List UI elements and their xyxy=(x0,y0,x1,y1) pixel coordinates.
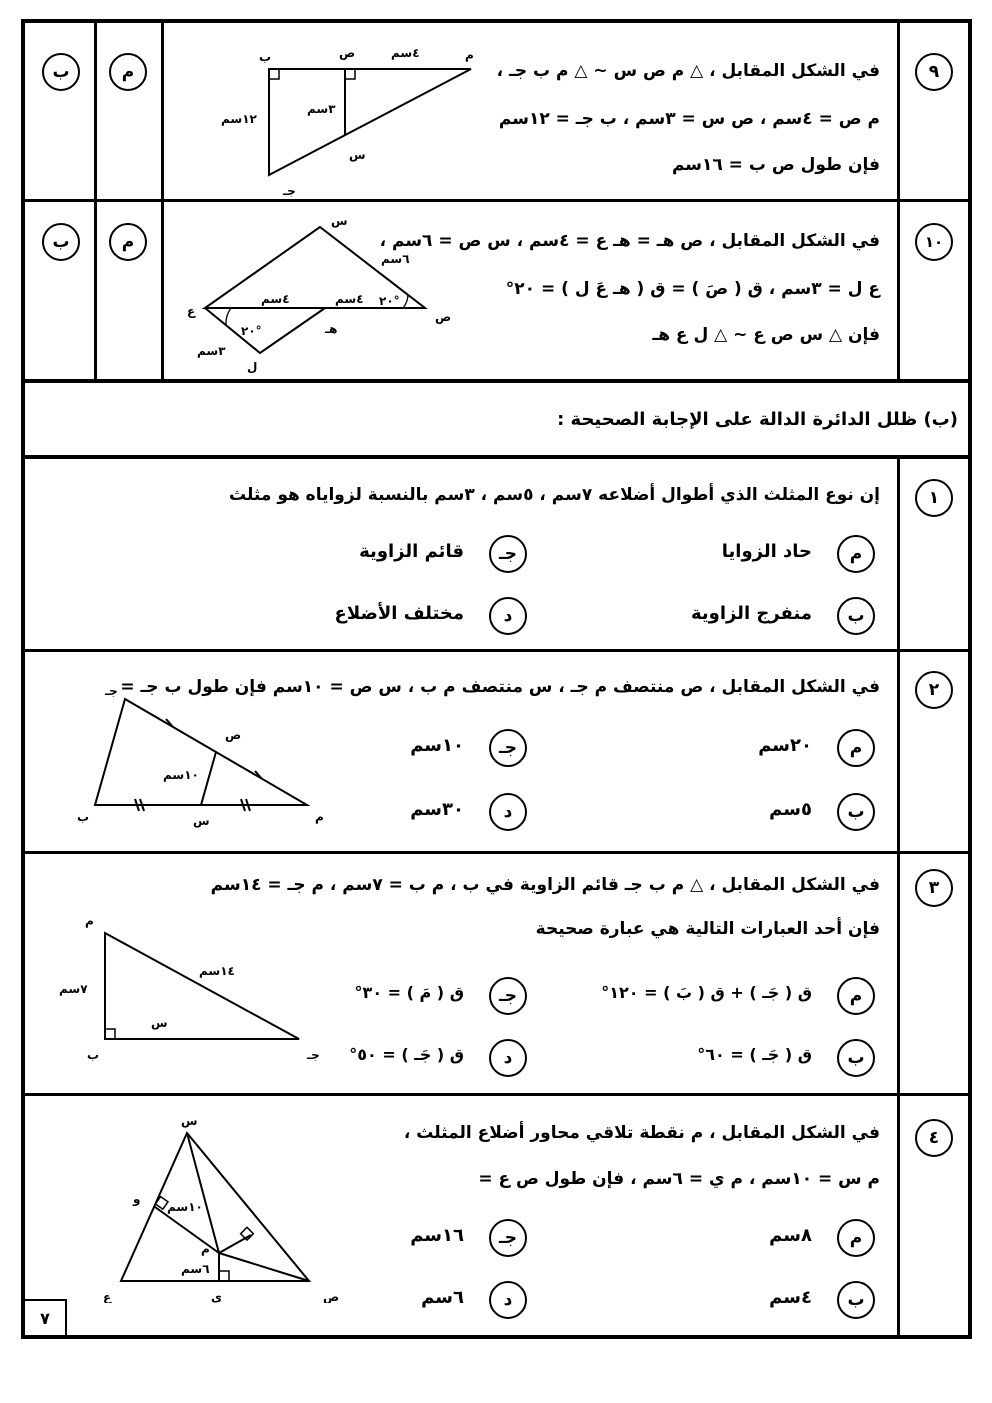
label-p: ص xyxy=(323,1290,340,1303)
option-c-circle[interactable]: جـ xyxy=(489,977,527,1015)
length-eh: ٤سم xyxy=(261,292,290,306)
question-text: فإن طول ص ب = ١٦سم xyxy=(671,155,880,175)
option-b-text: منفرج الزاوية xyxy=(690,603,812,624)
length-hp: ٤سم xyxy=(335,292,364,306)
figure-midpoint-triangle xyxy=(65,675,325,835)
option-c-text: ١٠سم xyxy=(410,735,464,756)
label-y: ي xyxy=(211,1290,222,1303)
option-b-circle[interactable]: ب xyxy=(837,1039,875,1077)
page-frame xyxy=(21,19,972,1339)
false-answer-circle[interactable]: ب xyxy=(42,223,80,261)
true-answer-circle[interactable]: ﻡ xyxy=(109,53,147,91)
length-aj: ١٤سم xyxy=(199,964,235,978)
answer-column-divider xyxy=(161,23,164,379)
row-divider xyxy=(25,851,968,854)
option-a-circle[interactable]: ﻡ xyxy=(837,729,875,767)
row-divider xyxy=(25,379,968,383)
length-sx: ٣سم xyxy=(307,102,336,116)
question-text: في الشكل المقابل ، △ ﻡ ص س ~ △ ﻡ ب جـ ، xyxy=(496,61,880,81)
label-x: س xyxy=(193,814,210,828)
option-d-circle[interactable]: د xyxy=(489,1281,527,1319)
question-number: ٩ xyxy=(915,53,953,91)
label-b: ب xyxy=(87,1048,100,1062)
page-number: ٧ xyxy=(25,1299,67,1335)
option-d-text: مختلف الأضلاع xyxy=(334,603,464,624)
option-a-circle[interactable]: ﻡ xyxy=(837,977,875,1015)
label-b: ب xyxy=(259,50,272,64)
question-text: في الشكل المقابل ، م نقطة تلاقي محاور أضلاع المثلث ، xyxy=(403,1123,880,1143)
label-x: س xyxy=(349,148,366,162)
question-number: ١٠ xyxy=(915,223,953,261)
number-column-divider xyxy=(897,459,900,1339)
question-text: فإن △ س ص ع ~ △ ل ع هـ xyxy=(652,325,880,345)
question-number: ٢ xyxy=(915,671,953,709)
label-s: ص xyxy=(339,46,356,60)
length-bj: ١٢سم xyxy=(221,112,257,126)
label-l: ل xyxy=(247,360,258,374)
option-d-circle[interactable]: د xyxy=(489,793,527,831)
option-a-text: حاد الزوايا xyxy=(721,541,812,562)
length-sp: ٦سم xyxy=(381,252,410,266)
option-b-text: ٥سم xyxy=(769,799,812,820)
number-column-divider xyxy=(897,23,900,379)
label-e: ع xyxy=(187,304,196,318)
false-answer-circle[interactable]: ب xyxy=(42,53,80,91)
label-p: ص xyxy=(435,310,452,324)
option-a-circle[interactable]: ﻡ xyxy=(837,535,875,573)
question-number: ٣ xyxy=(915,869,953,907)
option-b-circle[interactable]: ب xyxy=(837,597,875,635)
option-c-circle[interactable]: جـ xyxy=(489,729,527,767)
label-a: ﻡ xyxy=(85,914,94,928)
option-d-circle[interactable]: د xyxy=(489,597,527,635)
label-j: جـ xyxy=(105,684,118,698)
question-text: في الشكل المقابل ، △ ﻡ ب جـ قائم الزاوية في ب ، ﻡ ب = ٧سم ، ﻡ جـ = ١٤سم xyxy=(210,875,880,895)
question-number: ٤ xyxy=(915,1119,953,1157)
figure-circumcenter-triangle xyxy=(85,1103,385,1303)
label-j: جـ xyxy=(283,184,296,198)
option-c-text: ١٦سم xyxy=(410,1225,464,1246)
length-as: ٤سم xyxy=(391,46,420,60)
length-sx: ١٠سم xyxy=(163,768,199,782)
label-j: جـ xyxy=(307,1048,320,1062)
row-divider xyxy=(25,649,968,652)
option-b-text: ٤سم xyxy=(769,1287,812,1308)
option-c-text: ق ( ﻡَ ) = ٣٠° xyxy=(354,983,464,1002)
question-text-2: فإن أحد العبارات التالية هي عبارة صحيحة xyxy=(535,919,880,939)
row-divider xyxy=(25,455,968,459)
label-s: ص xyxy=(225,728,242,742)
option-b-circle[interactable]: ب xyxy=(837,1281,875,1319)
length-ab: ٧سم xyxy=(59,982,88,996)
question-text: في الشكل المقابل ، ص هـ = هـ ع = ٤سم ، س ص = ٦سم ، xyxy=(379,231,880,251)
option-c-circle[interactable]: جـ xyxy=(489,1219,527,1257)
option-d-text: ٦سم xyxy=(421,1287,464,1308)
row-divider xyxy=(25,199,968,202)
label-w: و xyxy=(133,1192,141,1206)
length-el: ٣سم xyxy=(197,344,226,358)
option-b-text: ق ( جَـ ) = ٦٠° xyxy=(697,1045,812,1064)
label-m: م xyxy=(201,1242,210,1256)
label-s: س xyxy=(331,214,348,228)
figure-similar-right-triangles xyxy=(195,31,495,201)
angle-p: ٢٠° xyxy=(379,294,400,308)
question-number: ١ xyxy=(915,479,953,517)
answer-column-divider xyxy=(94,23,97,379)
option-d-text: ٣٠سم xyxy=(410,799,464,820)
label-e: ع xyxy=(103,1290,112,1303)
question-text: في الشكل المقابل ، ص منتصف ﻡ جـ ، س منتصف ﻡ ب ، س ص = ١٠سم فإن طول ب جـ = xyxy=(120,677,880,697)
option-d-circle[interactable]: د xyxy=(489,1039,527,1077)
option-a-text: ق ( جَـ ) + ق ( بَ ) = ١٢٠° xyxy=(601,983,812,1002)
section-b-title: (ب) ظلل الدائرة الدالة على الإجابة الصحيحة : xyxy=(557,409,958,430)
label-b: ب xyxy=(77,810,90,824)
figure-similar-triangles-2 xyxy=(185,203,485,379)
angle-e: ٢٠° xyxy=(241,324,262,338)
true-answer-circle[interactable]: ﻡ xyxy=(109,223,147,261)
option-a-text: ٨سم xyxy=(769,1225,812,1246)
question-text: ﻡ ص = ٤سم ، ص س = ٣سم ، ب جـ = ١٢سم xyxy=(498,109,880,129)
figure-right-triangle xyxy=(55,903,355,1073)
option-a-text: ٢٠سم xyxy=(758,735,812,756)
label-s: س xyxy=(181,1114,198,1128)
option-a-circle[interactable]: ﻡ xyxy=(837,1219,875,1257)
option-c-circle[interactable]: جـ xyxy=(489,535,527,573)
label-h: هـ xyxy=(325,322,338,336)
label-a: ﻡ xyxy=(315,810,324,824)
question-text-2: م س = ١٠سم ، م ي = ٦سم ، فإن طول ص ع = xyxy=(478,1169,880,1189)
question-text: ع ل = ٣سم ، ق ( صَ ) = ق ( هـ عَ ل ) = ٢٠° xyxy=(505,279,880,299)
length-my: ٦سم xyxy=(181,1262,210,1276)
option-c-text: قائم الزاوية xyxy=(359,541,464,562)
length-ms: ١٠سم xyxy=(167,1200,203,1214)
question-text: إن نوع المثلث الذي أطوال أضلاعه ٧سم ، ٥سم ، ٣سم بالنسبة لزواياه هو مثلث xyxy=(229,485,880,505)
label-a: ﻡ xyxy=(465,48,474,62)
option-b-circle[interactable]: ب xyxy=(837,793,875,831)
option-d-text: ق ( جَـ ) = ٥٠° xyxy=(349,1045,464,1064)
label-x: س xyxy=(151,1016,168,1030)
row-divider xyxy=(25,1093,968,1096)
